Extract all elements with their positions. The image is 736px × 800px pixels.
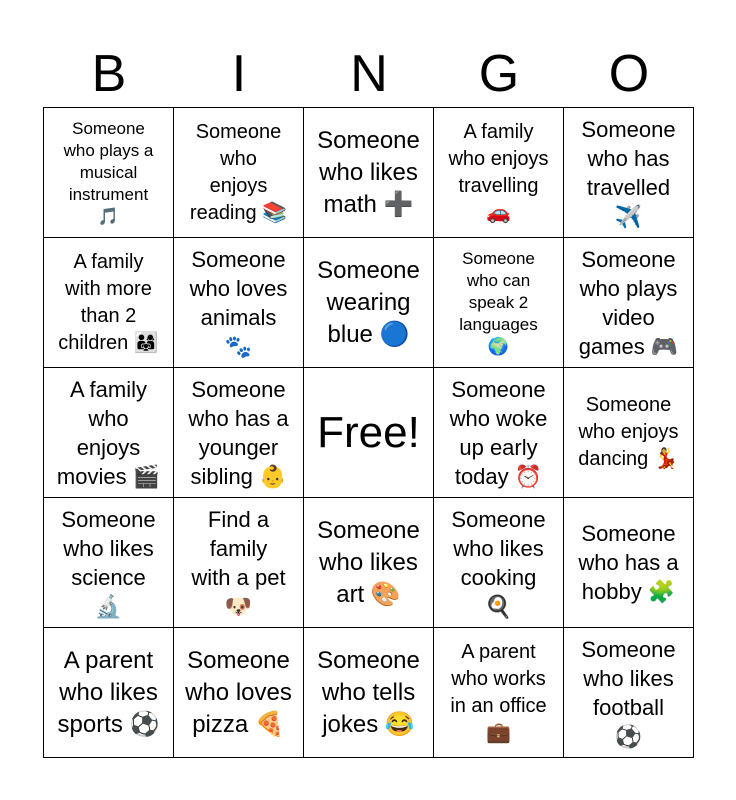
bingo-cell-r1-c4[interactable] xyxy=(434,108,564,238)
free-space-label: Free! xyxy=(317,407,420,457)
cell-text: Someone wearing blue 🔵 xyxy=(317,256,420,348)
bingo-cell-r2-c4[interactable] xyxy=(434,238,564,368)
bingo-cell-r1-c2[interactable] xyxy=(174,108,304,238)
cell-text: Someone who tells jokes 😂 xyxy=(317,646,420,738)
header-letter-o: O xyxy=(608,45,650,103)
bingo-cell-free-space[interactable] xyxy=(304,368,434,498)
cell-text: Find a family with a pet 🐶 xyxy=(191,506,286,619)
bingo-cell-r5-c2[interactable] xyxy=(174,628,304,758)
cell-text: Someone who plays a musical instrument 🎵 xyxy=(63,118,154,226)
bingo-cell-r4-c2[interactable] xyxy=(174,498,304,628)
cell-text: Someone who likes math ➕ xyxy=(317,126,420,218)
cell-text: Someone who loves pizza 🍕 xyxy=(185,646,292,738)
bingo-header xyxy=(44,40,694,108)
cell-text: A family who enjoys movies 🎬 xyxy=(56,376,161,489)
header-letter-g: G xyxy=(478,45,520,103)
cell-text: Someone who loves animals 🐾 xyxy=(189,246,288,359)
bingo-cell-r5-c1[interactable] xyxy=(44,628,174,758)
cell-text: Someone who has a younger sibling 👶 xyxy=(188,376,289,489)
cell-text: Someone who woke up early today ⏰ xyxy=(449,376,548,489)
cell-text: Someone who enjoys reading 📚 xyxy=(189,120,288,224)
bingo-cell-r4-c5[interactable] xyxy=(564,498,694,628)
bingo-cell-r2-c1[interactable] xyxy=(44,238,174,368)
cell-text: Someone who has travelled ✈️ xyxy=(581,116,676,229)
bingo-cell-r5-c4[interactable] xyxy=(434,628,564,758)
header-letter-b: B xyxy=(91,45,127,103)
cell-text: Someone who likes football ⚽ xyxy=(581,636,676,749)
bingo-card-grid xyxy=(43,107,694,758)
bingo-cell-r5-c5[interactable] xyxy=(564,628,694,758)
cell-text: Someone who likes art 🎨 xyxy=(317,516,420,608)
bingo-cell-r5-c3[interactable] xyxy=(304,628,434,758)
cell-text: Someone who enjoys dancing 💃 xyxy=(578,394,679,470)
header-letter-i: I xyxy=(231,45,247,103)
bingo-cell-r3-c2[interactable] xyxy=(174,368,304,498)
cell-text: Someone who likes cooking 🍳 xyxy=(451,506,546,619)
bingo-cell-r3-c4[interactable] xyxy=(434,368,564,498)
cell-text: A family with more than 2 children 👨‍👩‍👧 xyxy=(58,250,159,354)
cell-text: Someone who can speak 2 languages 🌍 xyxy=(459,248,538,356)
bingo-cell-r1-c3[interactable] xyxy=(304,108,434,238)
bingo-cell-r2-c5[interactable] xyxy=(564,238,694,368)
bingo-cell-r4-c1[interactable] xyxy=(44,498,174,628)
cell-text: Someone who likes science 🔬 xyxy=(61,506,156,619)
cell-text: A parent who works in an office 💼 xyxy=(450,640,547,744)
cell-text: Someone who plays video games 🎮 xyxy=(578,246,679,359)
bingo-cell-r1-c5[interactable] xyxy=(564,108,694,238)
bingo-cell-r2-c3[interactable] xyxy=(304,238,434,368)
cell-text: Someone who has a hobby 🧩 xyxy=(578,521,679,604)
bingo-cell-r3-c5[interactable] xyxy=(564,368,694,498)
cell-text: A family who enjoys travelling 🚗 xyxy=(448,120,549,224)
cell-text: A parent who likes sports ⚽ xyxy=(57,646,160,738)
bingo-cell-r2-c2[interactable] xyxy=(174,238,304,368)
bingo-cell-r3-c1[interactable] xyxy=(44,368,174,498)
bingo-cell-r4-c3[interactable] xyxy=(304,498,434,628)
bingo-cell-r1-c1[interactable] xyxy=(44,108,174,238)
header-letter-n: N xyxy=(350,45,388,103)
bingo-cell-r4-c4[interactable] xyxy=(434,498,564,628)
